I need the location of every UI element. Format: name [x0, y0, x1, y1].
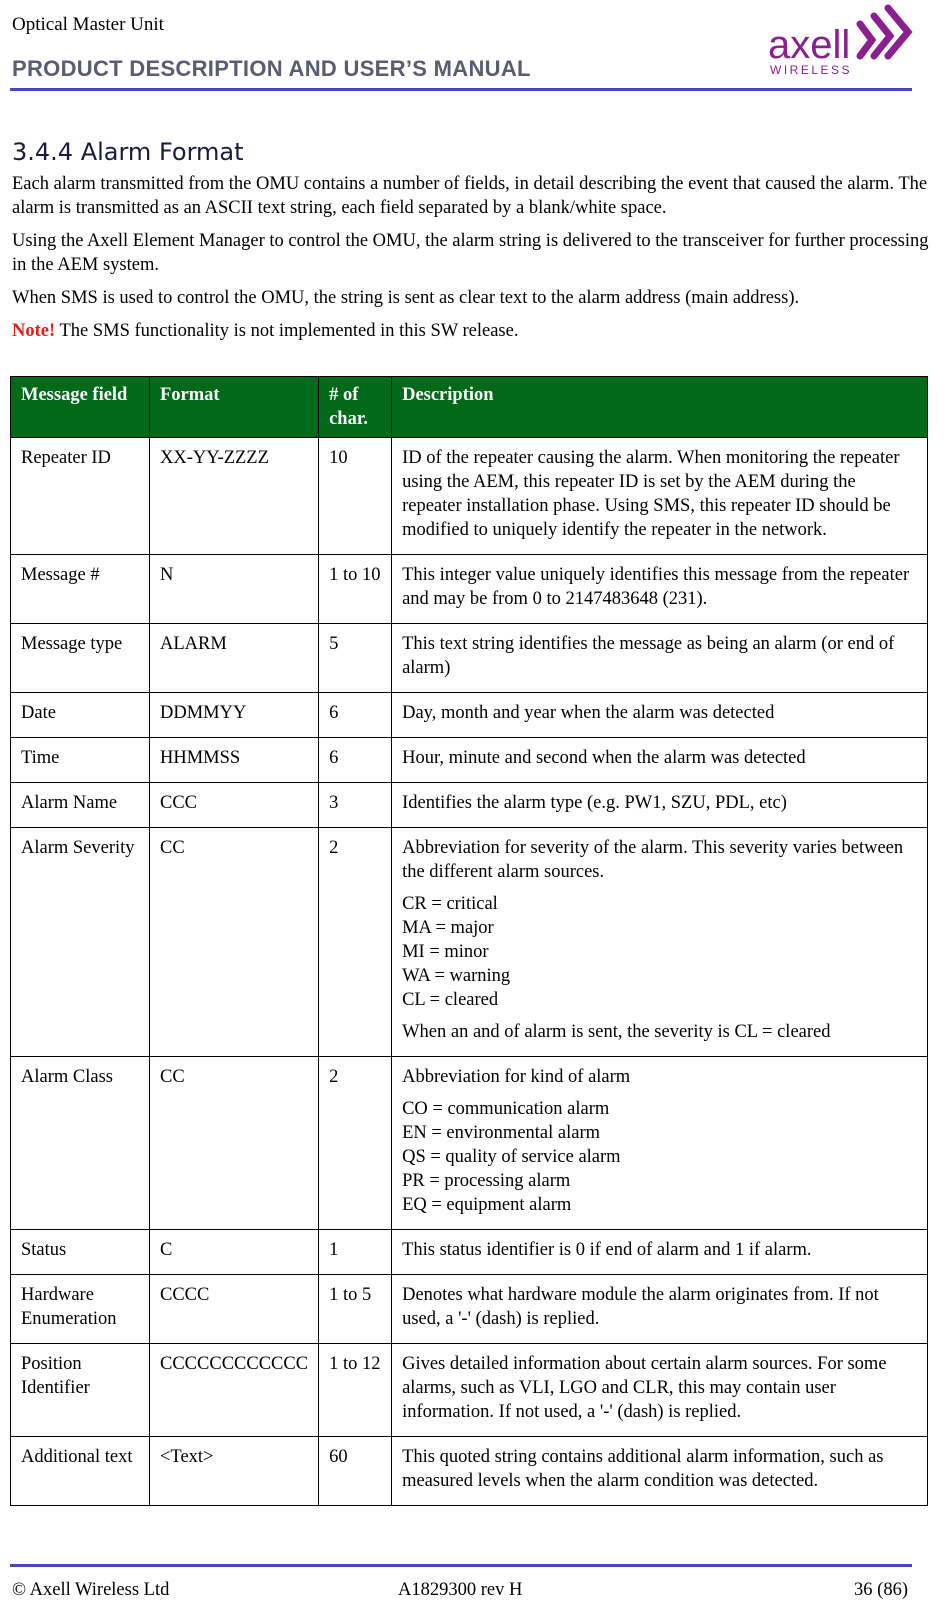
cell-description — [392, 438, 928, 555]
footer-copyright: © Axell Wireless Ltd — [12, 1580, 170, 1600]
section-content — [12, 138, 942, 352]
cell-num-chars: 2 — [319, 828, 392, 1057]
cell-format: <Text> — [150, 1437, 319, 1506]
cell-message-field: Time — [11, 738, 150, 783]
table-row — [11, 624, 928, 693]
description-block: This text string identifies the message as being an alarm (or end of alarm) — [402, 634, 895, 678]
table-row — [11, 438, 928, 555]
cell-format: N — [150, 555, 319, 624]
cell-message-field: Alarm Class — [11, 1057, 150, 1230]
footer-document-id: A1829300 rev H — [398, 1580, 523, 1600]
logo-wordmark: axell — [768, 23, 851, 67]
cell-num-chars: 2 — [319, 1057, 392, 1230]
table-row — [11, 1057, 928, 1230]
note-text: The SMS functionality is not implemented in this SW release. — [55, 321, 519, 341]
cell-num-chars: 5 — [319, 624, 392, 693]
paragraph-3: When SMS is used to control the OMU, the string is sent as clear text to the alarm address (main address). — [12, 288, 800, 308]
cell-format: HHMMSS — [150, 738, 319, 783]
description-block: CO = communication alarm EN = environmental alarm QS = quality of service alarm PR = processing alarm EQ = equipment alarm — [402, 1099, 621, 1215]
axell-wireless-logo — [768, 2, 918, 82]
cell-format: CCC — [150, 783, 319, 828]
cell-num-chars: 1 — [319, 1230, 392, 1275]
cell-num-chars: 60 — [319, 1437, 392, 1506]
cell-format: CCCC — [150, 1275, 319, 1344]
cell-message-field: Repeater ID — [11, 438, 150, 555]
description-block: Denotes what hardware module the alarm originates from. If not used, a '-' (dash) is replied. — [402, 1285, 879, 1329]
cell-description — [392, 1230, 928, 1275]
column-header-num-chars: # of char. — [319, 377, 392, 438]
cell-message-field: Date — [11, 693, 150, 738]
description-block: Gives detailed information about certain alarm sources. For some alarms, such as VLI, LGO and CLR, this may contain user information. If not used, a '-' (dash) is replied. — [402, 1354, 887, 1422]
table-row — [11, 783, 928, 828]
cell-num-chars: 1 to 10 — [319, 555, 392, 624]
description-block: Abbreviation for kind of alarm — [402, 1067, 631, 1087]
paragraph-2: Using the Axell Element Manager to control the OMU, the alarm string is delivered to the transceiver for further processing in the AEM system. — [12, 231, 929, 275]
cell-message-field: Status — [11, 1230, 150, 1275]
column-header-message-field: Message field — [11, 377, 150, 438]
description-block: Abbreviation for severity of the alarm. This severity varies between the different alarm sources. — [402, 838, 904, 882]
column-header-description: Description — [392, 377, 928, 438]
table-row — [11, 738, 928, 783]
paragraph-1: Each alarm transmitted from the OMU contains a number of fields, in detail describing the event that caused the alarm. The alarm is transmitted as an ASCII text string, each field separated by a blank/white space. — [12, 174, 928, 218]
cell-message-field: Alarm Severity — [11, 828, 150, 1057]
cell-num-chars: 10 — [319, 438, 392, 555]
cell-description — [392, 555, 928, 624]
description-block: Hour, minute and second when the alarm was detected — [402, 748, 806, 768]
cell-description — [392, 828, 928, 1057]
cell-description — [392, 693, 928, 738]
table-body — [11, 438, 928, 1506]
description-block: This quoted string contains additional alarm information, such as measured levels when the alarm condition was detected. — [402, 1447, 884, 1491]
description-block: Identifies the alarm type (e.g. PW1, SZU, PDL, etc) — [402, 793, 787, 813]
table-row — [11, 828, 928, 1057]
logo-chevron-2-icon — [874, 16, 890, 56]
table-row — [11, 1437, 928, 1506]
cell-format: DDMMYY — [150, 693, 319, 738]
cell-message-field: Hardware Enumeration — [11, 1275, 150, 1344]
footer-page-number: 36 (86) — [854, 1580, 908, 1600]
cell-num-chars: 1 to 5 — [319, 1275, 392, 1344]
cell-description — [392, 624, 928, 693]
cell-message-field: Alarm Name — [11, 783, 150, 828]
cell-description — [392, 1275, 928, 1344]
logo-chevron-1-icon — [860, 24, 872, 56]
cell-description — [392, 1057, 928, 1230]
logo-subtext: WIRELESS — [770, 63, 853, 77]
table-row — [11, 555, 928, 624]
document-subtitle: PRODUCT DESCRIPTION AND USER’S MANUAL — [12, 56, 531, 81]
footer-divider — [10, 1564, 912, 1567]
note-label: Note! — [12, 321, 56, 341]
cell-format: C — [150, 1230, 319, 1275]
cell-message-field: Message # — [11, 555, 150, 624]
cell-num-chars: 1 to 12 — [319, 1344, 392, 1437]
table-row — [11, 1344, 928, 1437]
table-row — [11, 1230, 928, 1275]
document-title: Optical Master Unit — [12, 14, 164, 35]
note-paragraph — [12, 319, 942, 343]
section-heading: 3.4.4 Alarm Format — [12, 138, 244, 166]
table-row — [11, 1275, 928, 1344]
description-block: CR = critical MA = major MI = minor WA = warning CL = cleared — [402, 894, 511, 1010]
description-block: This status identifier is 0 if end of alarm and 1 if alarm. — [402, 1240, 812, 1260]
cell-message-field: Position Identifier — [11, 1344, 150, 1437]
cell-num-chars: 6 — [319, 738, 392, 783]
description-block: Day, month and year when the alarm was detected — [402, 703, 775, 723]
cell-message-field: Additional text — [11, 1437, 150, 1506]
cell-description — [392, 783, 928, 828]
cell-num-chars: 6 — [319, 693, 392, 738]
cell-format: ALARM — [150, 624, 319, 693]
header-divider — [10, 88, 912, 91]
alarm-format-table — [10, 376, 928, 1506]
cell-num-chars: 3 — [319, 783, 392, 828]
description-block: ID of the repeater causing the alarm. When monitoring the repeater using the AEM, this repeater ID is set by the AEM during the repeater installation phase. Using SMS, this repeater ID should be modified to uniquely identify the repeater in the network. — [402, 448, 900, 540]
description-block: This integer value uniquely identifies this message from the repeater and may be from 0 to 2147483648 (231). — [402, 565, 910, 609]
cell-description — [392, 1344, 928, 1437]
cell-format: CC — [150, 828, 319, 1057]
cell-format: CCCCCCCCCCCC — [150, 1344, 319, 1437]
cell-message-field: Message type — [11, 624, 150, 693]
cell-format: XX-YY-ZZZZ — [150, 438, 319, 555]
table-row — [11, 693, 928, 738]
column-header-format: Format — [150, 377, 319, 438]
cell-format: CC — [150, 1057, 319, 1230]
cell-description — [392, 1437, 928, 1506]
cell-description — [392, 738, 928, 783]
table-header-row — [11, 377, 928, 438]
description-block: When an and of alarm is sent, the severity is CL = cleared — [402, 1022, 831, 1042]
